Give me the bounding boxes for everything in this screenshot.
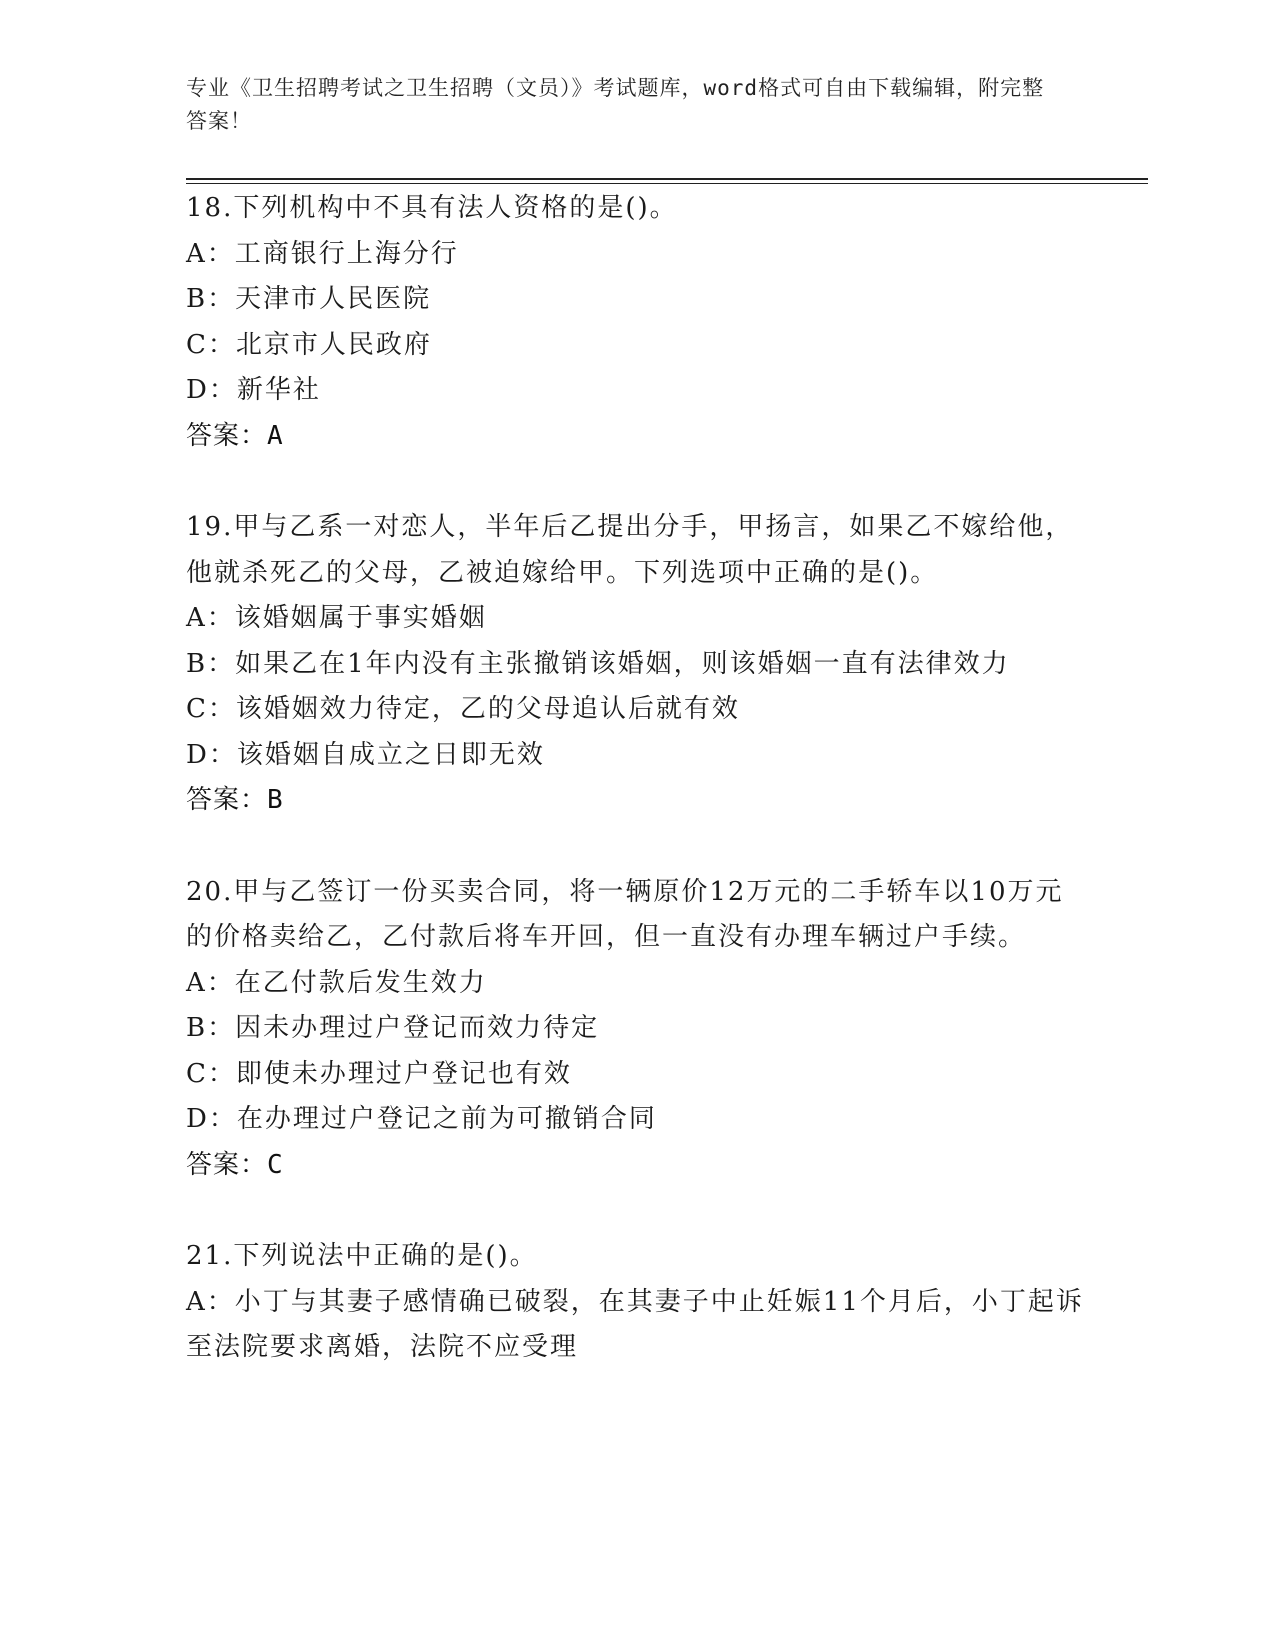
question-stem: 21.下列说法中正确的是()。 xyxy=(186,1241,538,1271)
option-c: C：北京市人民政府 xyxy=(186,329,432,360)
header-divider-thick xyxy=(186,178,1148,180)
question-stem: 19.甲与乙系一对恋人，半年后乙提出分手，甲扬言，如果乙不嫁给他，他就杀死乙的父母，乙被迫嫁给甲。下列选项中正确的是()。 xyxy=(186,512,1074,588)
option-b: B：天津市人民医院 xyxy=(186,284,432,314)
option-a: A：在乙付款后发生效力 xyxy=(186,967,487,998)
document-header: 专业《卫生招聘考试之卫生招聘（文员）》考试题库，word格式可自由下载编辑，附完整答案！ xyxy=(186,76,1045,133)
option-c: C：即使未办理过户登记也有效 xyxy=(186,1058,572,1089)
header-divider-thin xyxy=(186,183,1148,184)
option-d: D：该婚姻自成立之日即无效 xyxy=(186,739,545,770)
option-b: B：如果乙在1年内没有主张撤销该婚姻，则该婚姻一直有法律效力 xyxy=(186,648,1010,679)
option-b: B：因未办理过户登记而效力待定 xyxy=(186,1013,600,1043)
question-list xyxy=(186,186,1086,1417)
option-a: A：小丁与其妻子感情确已破裂，在其妻子中止妊娠11个月后，小丁起诉至法院要求离婚，法院不应受理 xyxy=(186,1286,1084,1362)
answer-label: 答案：C xyxy=(186,1149,284,1180)
question-18 xyxy=(186,186,1086,459)
question-20 xyxy=(186,870,1086,1189)
option-d: D：在办理过户登记之前为可撤销合同 xyxy=(186,1104,657,1134)
option-c: C：该婚姻效力待定，乙的父母追认后就有效 xyxy=(186,694,740,724)
option-d: D：新华社 xyxy=(186,375,321,405)
question-19 xyxy=(186,505,1086,824)
answer-label: 答案：B xyxy=(186,785,284,815)
option-a: A：该婚姻属于事实婚姻 xyxy=(186,603,487,633)
question-stem: 18.下列机构中不具有法人资格的是()。 xyxy=(186,193,678,223)
option-a: A：工商银行上海分行 xyxy=(186,238,459,269)
answer-label: 答案：A xyxy=(186,420,284,451)
question-stem: 20.甲与乙签订一份买卖合同，将一辆原价12万元的二手轿车以10万元的价格卖给乙，乙付款后将车开回，但一直没有办理车辆过户手续。 xyxy=(186,876,1064,952)
question-21 xyxy=(186,1234,1086,1371)
